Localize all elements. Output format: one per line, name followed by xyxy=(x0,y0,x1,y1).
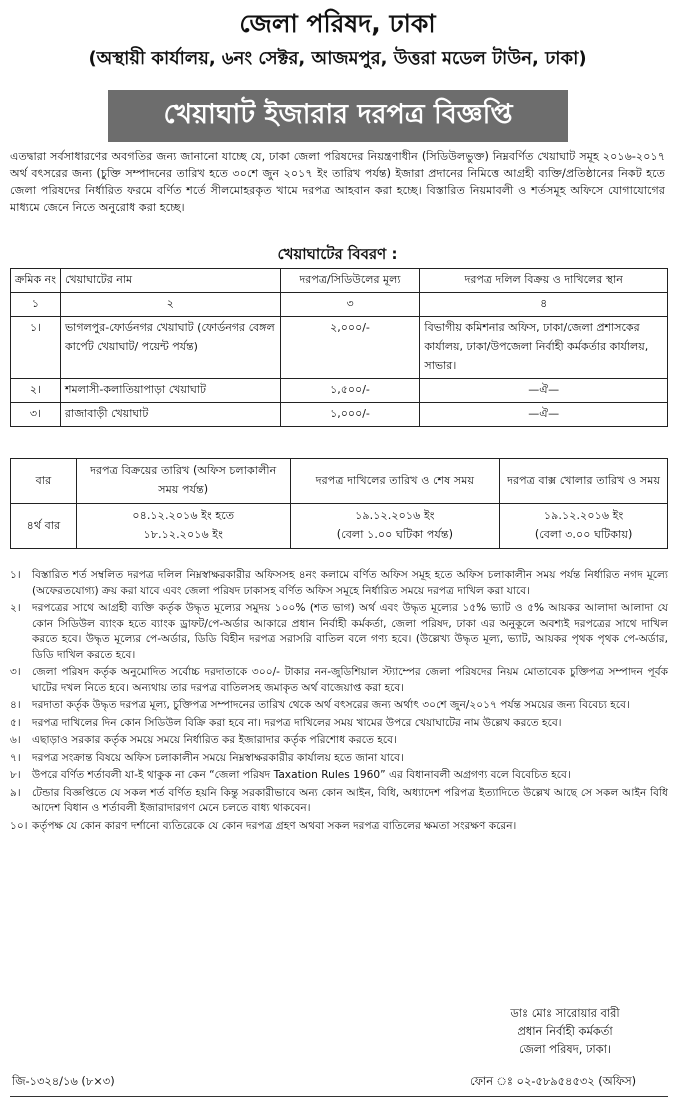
note-text: দরপত্র দাখিলের দিন কোন সিডিউল বিক্রি করা হবে না। দরপত্র দাখিলের সময় খামের উপরে খেয়াঘাটের নাম উল্লেখ করতে হবে। xyxy=(32,716,562,729)
note-text: উপরে বর্ণিত শর্তাবলী যা-ই থাকুক না কেন “জেলা পরিষদ Taxation Rules 1960” এর বিধানাবলী অগ্রগণ্য বলে বিবেচিত হবে। xyxy=(32,769,571,781)
note-text: দরদাতা কর্তৃক উদ্ধৃত দরপত্র মূল্য, চুক্তিপত্র সম্পাদনের তারিখ থেকে অর্থ বৎসরের জন্য অর্থাৎ ৩০শে জুন/২০১৭ পর্যন্ত সময়ের জন্য বিবেচ্য হবে। xyxy=(32,699,630,711)
list-item xyxy=(10,819,668,835)
notice-banner xyxy=(108,90,568,142)
org-title: জেলা পরিষদ, ঢাকা xyxy=(239,9,436,38)
note-number: ৮। xyxy=(10,769,21,781)
row-sl: ৩। xyxy=(11,403,61,427)
org-address: (অস্থায়ী কার্যালয়, ৬নং সেক্টর, আজমপুর, উত্তরা মডেল টাউন, ঢাকা) xyxy=(88,48,587,69)
list-item xyxy=(10,665,668,696)
list-item xyxy=(10,733,668,749)
sale-date-to: ১৮.১২.২০১৬ ইং xyxy=(143,528,223,541)
col-header-name: খেয়াঘাটের নাম xyxy=(60,269,280,293)
ghat-table-heading: খেয়াঘাটের বিবরণ : xyxy=(277,245,398,263)
table-row xyxy=(11,379,668,403)
table-row xyxy=(11,403,668,427)
row-place: —ঐ— xyxy=(420,379,668,403)
submit-date-cell xyxy=(290,504,500,549)
phone-number: ফোন ঃ ০২-৫৮৯৫৪৫৩২ (অফিস) xyxy=(470,1074,637,1088)
open-time: (বেলা ৩.০০ ঘটিকায়) xyxy=(534,528,633,541)
date-table-header-row xyxy=(11,459,668,504)
col-header-price: দরপত্র/সিডিউলের মূল্য xyxy=(280,269,420,293)
note-text: বিস্তারিত শর্ত সম্বলিত দরপত্র দলিল নিম্নস্বাক্ষরকারীর অফিসসহ ৪নং কলামে বর্ণিত অফিস সমূহ হতে অফিস চলাকালীন সময় পর্যন্ত নির্ধারিত নগদ মূল্যে (অফেরতযোগ্য) ক্রয় করা যাবে এবং জেলা পরিষদ ঢাকাসহ বর্ণিত অফিস সমূহে নির্ধারিত সময়ে দরপত্র দাখিল করা যাবে। xyxy=(32,569,668,597)
note-text: এছাড়াও সরকার কর্তৃক সময়ে সময়ে নির্ধারিত কর ইজারাদার কর্তৃক পরিশোধ করতে হবে। xyxy=(32,734,397,746)
note-number: ৩। xyxy=(10,666,21,678)
note-number: ৬। xyxy=(10,734,21,746)
row-place: বিভাগীয় কমিশনার অফিস, ঢাকা/জেলা প্রশাসকের কার্যালয়, ঢাকা/উপজেলা নির্বাহী কর্মকর্তার কার্যালয়, সাভার। xyxy=(420,317,668,379)
note-text: জেলা পরিষদ কর্তৃক অনুমোদিত সর্বোচ্চ দরদাতাকে ৩০০/- টাকার নন-জুডিশিয়াল স্ট্যাম্পের জেলা পরিষদের নিয়ম মোতাবেক চুক্তিপত্র সম্পাদন পূর্বক ঘাটের দখল নিতে হবে। অন্যথায় তার দরপত্র বাতিলসহ জমাকৃত অর্থ বাজেয়াপ্ত করা হবে। xyxy=(32,666,668,694)
col-number: ৪ xyxy=(420,293,668,317)
open-date: ১৯.১২.২০১৬ ইং xyxy=(543,509,624,522)
conditions-list xyxy=(10,568,668,836)
col-number: ১ xyxy=(11,293,61,317)
note-number: ২। xyxy=(10,602,21,614)
note-text: দরপত্রের সাথে আগ্রহী ব্যক্তি কর্তৃক উদ্ধৃত মূল্যের সমুদয় ১০০% (শত ভাগ) অর্থ এবং উদ্ধৃত মূল্যের ১৫% ভ্যাট ও ৫% আয়কর আলাদা আলাদা যে কোন সিডিউল ব্যাংক হতে ব্যাংক ড্রাফট/পে-অর্ডার আকারে প্রধান নির্বাহী কর্মকর্তা, জেলা পরিষদ, ঢাকা এর অনুকূলে অবশ্যই দরপত্রের সাথে দাখিল করতে হবে। উদ্ধৃত মূল্যের পে-অর্ডার, ডিডি বিহীন দরপত্র সরাসরি বাতিল বলে গণ্য হবে। (উল্লেখ্য উদ্ধৃত মূল্য, ভ্যাট, আয়কর পৃথক পৃথক পে-অর্ডার, ডিডি দাখিল করতে হবে। xyxy=(32,602,668,661)
note-number: ৫। xyxy=(10,716,21,729)
note-text: কর্তৃপক্ষ যে কোন কারণ দর্শানো ব্যতিরেকে যে কোন দরপত্র গ্রহণ অথবা সকল দরপত্র বাতিলের ক্ষমতা সংরক্ষণ করেন। xyxy=(32,819,517,832)
round-cell: ৪র্থ বার xyxy=(11,504,77,549)
note-text: টেন্ডার বিজ্ঞপ্তিতে যে সকল শর্ত বর্ণিত হয়নি কিন্তু সরকারীভাবে অন্য কোন আইন, বিধি, অধ্যাদেশ পরিপত্র ইত্যাদিতে উল্লেখ আছে সে সকল আইন বিধি আদেশ বিধান ও শর্তাবলী ইজারাদারগণ মেনে চলতে বাধ্য থাকবেন। xyxy=(32,786,668,814)
ghat-table-header-row xyxy=(11,269,668,293)
row-price: ১,৫০০/- xyxy=(280,379,420,403)
signatory-office: জেলা পরিষদ, ঢাকা। xyxy=(518,1042,612,1056)
submit-time: (বেলা ১.০০ ঘটিকা পর্যন্ত) xyxy=(336,528,453,541)
note-number: ১। xyxy=(10,569,21,581)
col-number: ২ xyxy=(60,293,280,317)
sale-date-cell xyxy=(76,504,290,549)
row-sl: ২। xyxy=(11,379,61,403)
list-item xyxy=(10,716,668,732)
note-number: ৭। xyxy=(10,751,21,764)
reference-number: জি-১৩২৪/১৬ (৮×৩) xyxy=(12,1074,115,1088)
note-text: দরপত্র সংক্রান্ত বিষয়ে অফিস চলাকালীন সময়ে নিম্নস্বাক্ষরকারীর কার্যালয় হতে জানা যাবে। xyxy=(32,751,404,764)
row-ghat-name: রাজাবাড়ী খেয়াঘাট xyxy=(60,403,280,427)
row-price: ১,০০০/- xyxy=(280,403,420,427)
col-header-place: দরপত্র দলিল বিক্রয় ও দাখিলের স্থান xyxy=(420,269,668,293)
col-header-sl: ক্রমিক নং xyxy=(11,269,61,293)
note-number: ৯। xyxy=(10,786,21,799)
list-item xyxy=(10,751,668,767)
date-table xyxy=(10,458,668,549)
list-item xyxy=(10,768,668,784)
row-sl: ১। xyxy=(11,317,61,379)
row-ghat-name: শমলাসী-কলাতিয়াপাড়া খেয়াঘাট xyxy=(60,379,280,403)
bottom-divider xyxy=(10,1096,668,1097)
intro-paragraph: এতদ্বারা সর্বসাধারণের অবগতির জন্য জানানো যাচ্ছে যে, ঢাকা জেলা পরিষদের নিয়ন্ত্রণাধীন (সিডিউলভুক্ত) নিম্নবর্ণিত খেয়াঘাট সমূহ ২০১৬-২০১৭ অর্থ বৎসরের জন্য (চুক্তি সম্পাদনের তারিখ হতে ৩০শে জুন ২০১৭ ইং তারিখ পর্যন্ত) ইজারা প্রদানের নিমিত্তে আগ্রহী ব্যক্তি/প্রতিষ্ঠানের নিকট হতে জেলা পরিষদের নির্ধারিত ফরমে বর্ণিত শর্তে সীলমোহরকৃত খামে দরপত্র আহবান করা হচ্ছে। বিস্তারিত নিয়মাবলী ও শর্তসমূহ অফিসে যোগাযোগের মাধ্যমে জেনে নিতে অনুরোধ করা হচ্ছে। xyxy=(10,150,665,214)
row-place: —ঐ— xyxy=(420,403,668,427)
sale-date-from: ০৪.১২.২০১৬ ইং হতে xyxy=(132,509,235,522)
row-ghat-name: ভাগলপুর-ফোর্ডনগর খেয়াঘাট (ফোর্ডনগর বেঙ্গল কার্পেট খেয়াঘাট/ পয়েন্ট পর্যন্ত) xyxy=(60,317,280,379)
signatory-name: ডাঃ মোঃ সারোয়ার বারী xyxy=(510,1006,620,1020)
table-row xyxy=(11,317,668,379)
list-item xyxy=(10,601,668,663)
column-number-row xyxy=(11,293,668,317)
col-header-open-date: দরপত্র বাক্স খোলার তারিখ ও সময় xyxy=(500,459,668,504)
open-date-cell xyxy=(500,504,668,549)
col-header-round: বার xyxy=(11,459,77,504)
notice-banner-title: খেয়াঘাট ইজারার দরপত্র বিজ্ঞপ্তি xyxy=(163,98,513,130)
ghat-table xyxy=(10,268,668,427)
col-header-sale-date: দরপত্র বিক্রয়ের তারিখ (অফিস চলাকালীন সময় পর্যন্ত) xyxy=(76,459,290,504)
table-row xyxy=(11,504,668,549)
note-number: ৪। xyxy=(10,699,21,711)
list-item xyxy=(10,786,668,817)
list-item xyxy=(10,698,668,714)
list-item xyxy=(10,568,668,599)
note-number: ১০। xyxy=(10,819,28,832)
col-number: ৩ xyxy=(280,293,420,317)
row-price: ২,০০০/- xyxy=(280,317,420,379)
submit-date: ১৯.১২.২০১৬ ইং xyxy=(355,509,435,522)
col-header-submit-date: দরপত্র দাখিলের তারিখ ও শেষ সময় xyxy=(290,459,500,504)
signatory-designation: প্রধান নির্বাহী কর্মকর্তা xyxy=(517,1024,613,1038)
signature-block xyxy=(460,1004,670,1058)
